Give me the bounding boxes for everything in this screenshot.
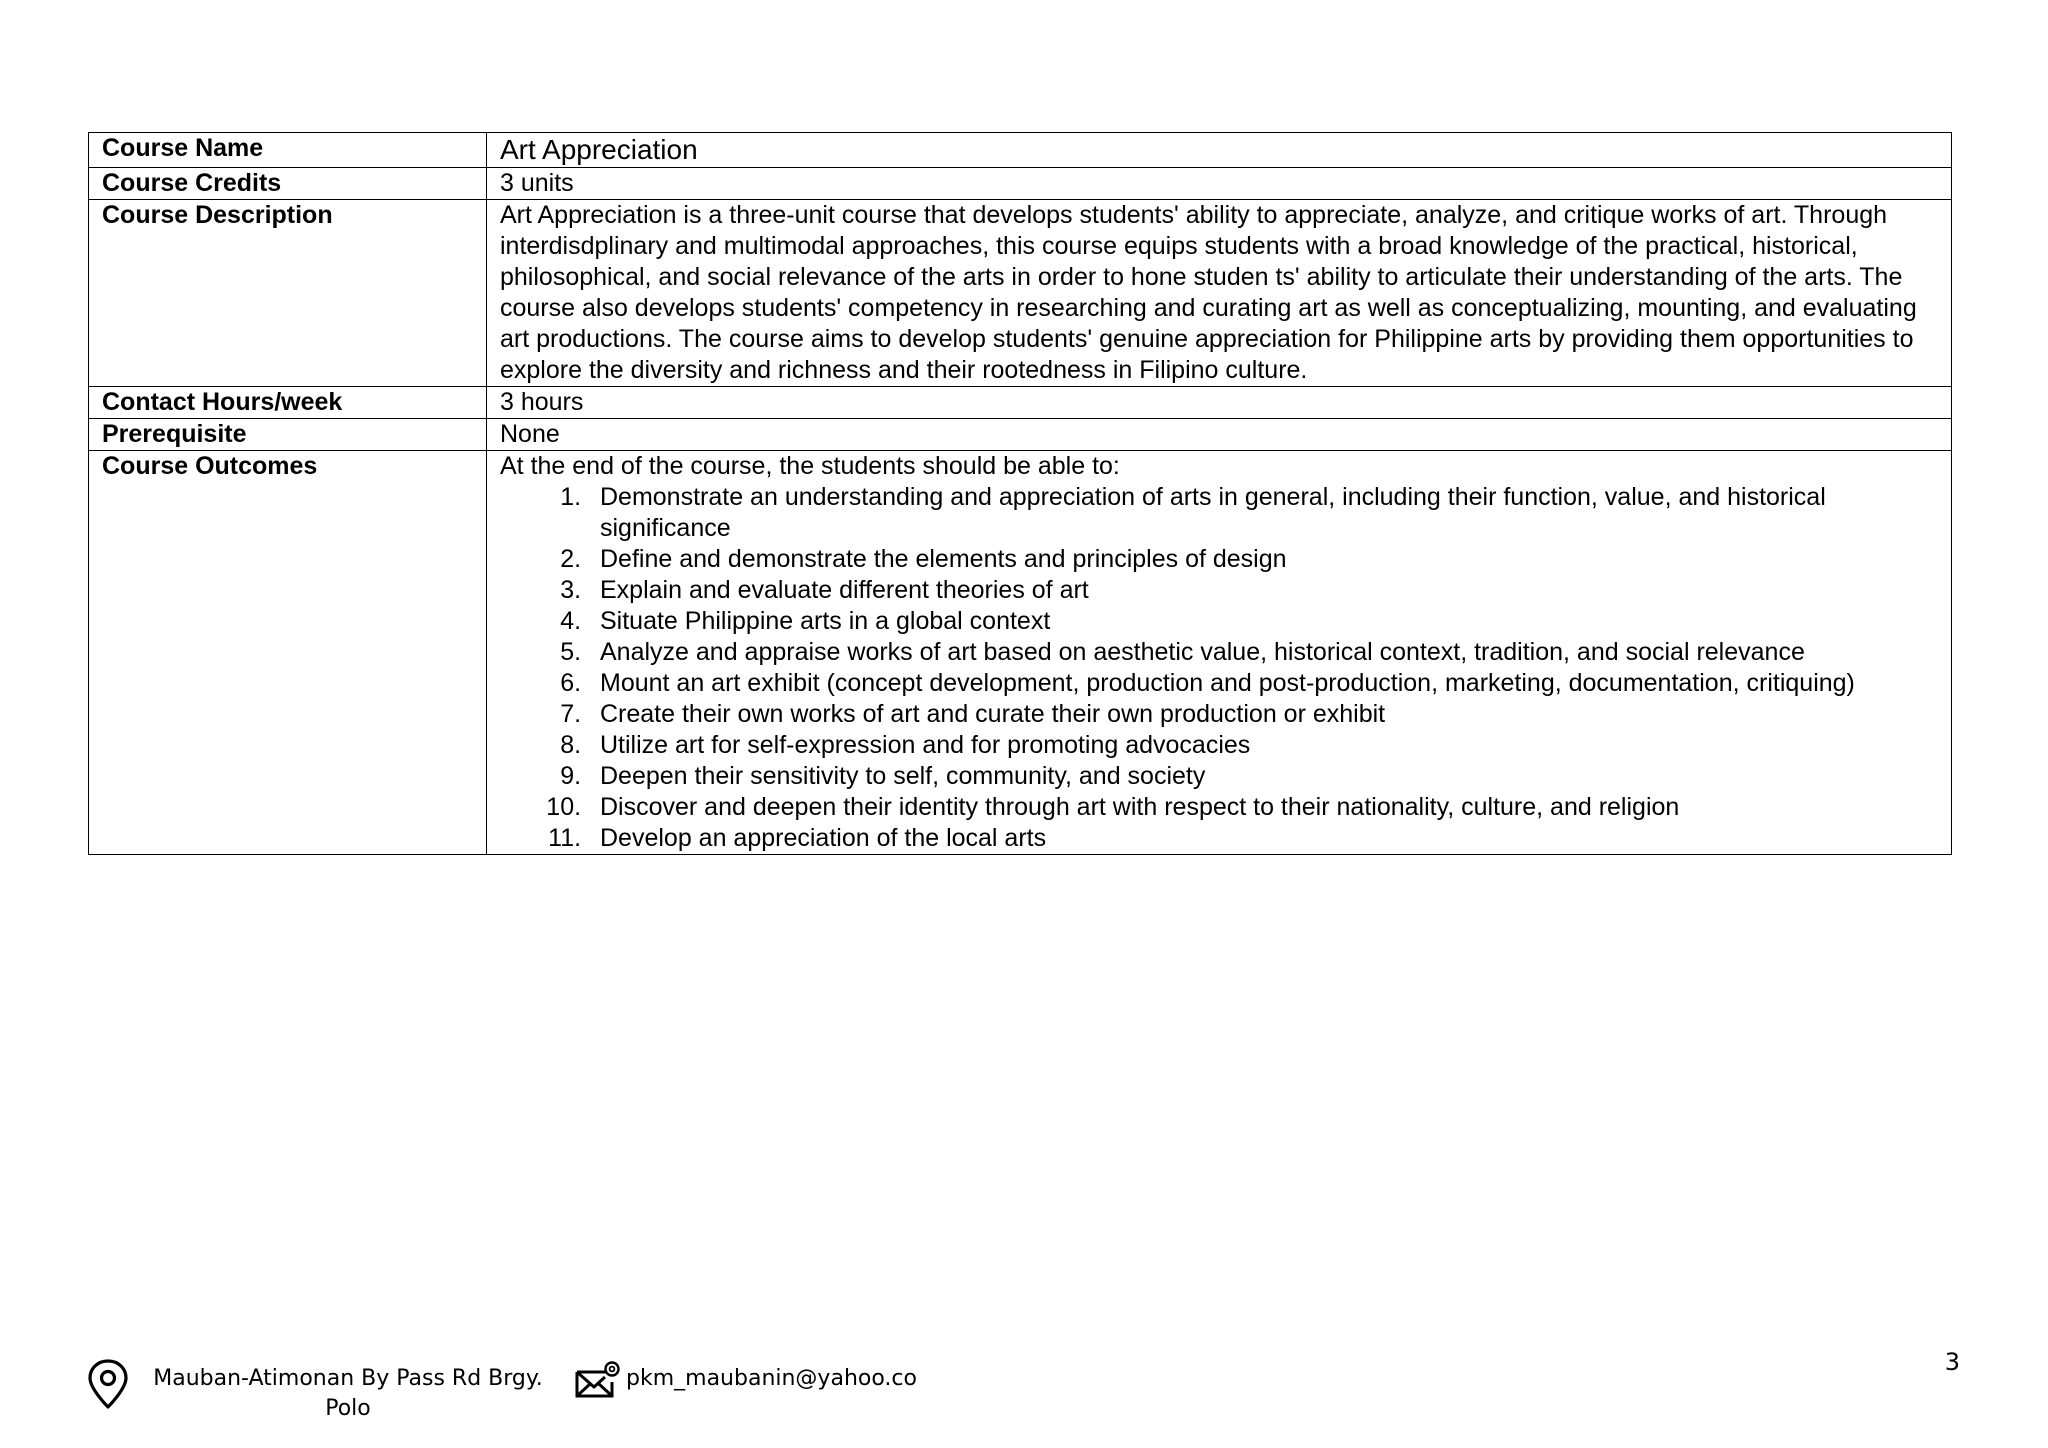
course-description-value: Art Appreciation is a three-unit course that develops students' ability to appreciate, analyze, and critique works of art. Through interdisdplinary and multimodal approaches, this course equips students with a broad knowledge of the practical, historical, philosophical, and social relevance of the arts in order to hone studen ts' ability to articulate their understanding of the arts. The course also develops students' competency in researching and curating art as well as conceptualizing, mounting, and evaluating art productions. The course aims to develop students' genuine appreciation for Philippine arts by providing them opportunities to explore the diversity and richness and their rootedness in Filipino culture. [487, 200, 1952, 387]
course-outcomes-cell [487, 451, 1952, 855]
outcomes-intro: At the end of the course, the students should be able to: [500, 452, 1120, 480]
course-description-label: Course Description [89, 200, 487, 387]
outcome-item: 4. Situate Philippine arts in a global context [588, 606, 1939, 637]
outcome-item: 1. Demonstrate an understanding and appreciation of arts in general, including their function, value, and historical significance [588, 482, 1939, 544]
outcome-item: 3. Explain and evaluate different theories of art [588, 575, 1939, 606]
outcomes-list [500, 482, 1939, 854]
prerequisite-label: Prerequisite [89, 419, 487, 451]
outcome-item: 9. Deepen their sensitivity to self, community, and society [588, 761, 1939, 792]
outcome-item: 11. Develop an appreciation of the local arts [588, 823, 1939, 854]
course-outcomes-row [89, 451, 1952, 855]
course-name-value: Art Appreciation [487, 133, 1952, 168]
mail-icon [574, 1360, 620, 1400]
course-name-label: Course Name [89, 133, 487, 168]
course-credits-row [89, 168, 1952, 200]
course-description-row [89, 200, 1952, 387]
outcome-item: 6. Mount an art exhibit (concept development, production and post-production, marketing, documentation, critiquing) [588, 668, 1939, 699]
outcome-item: 8. Utilize art for self-expression and for promoting advocacies [588, 730, 1939, 761]
footer-email[interactable]: pkm_maubanin@yahoo.co [626, 1366, 917, 1391]
outcome-item: 7. Create their own works of art and curate their own production or exhibit [588, 699, 1939, 730]
outcome-item: 10. Discover and deepen their identity through art with respect to their nationality, culture, and religion [588, 792, 1939, 823]
course-outcomes-label: Course Outcomes [89, 451, 487, 855]
course-name-row [89, 133, 1952, 168]
contact-hours-row [89, 387, 1952, 419]
prerequisite-value: None [487, 419, 1952, 451]
outcome-item: 2. Define and demonstrate the elements and principles of design [588, 544, 1939, 575]
prerequisite-row [89, 419, 1952, 451]
contact-hours-value: 3 hours [487, 387, 1952, 419]
outcome-item: 5. Analyze and appraise works of art based on aesthetic value, historical context, tradition, and social relevance [588, 637, 1939, 668]
course-credits-label: Course Credits [89, 168, 487, 200]
location-pin-icon [86, 1358, 130, 1410]
page-number: 3 [1944, 1348, 1960, 1376]
course-credits-value: 3 units [487, 168, 1952, 200]
course-info-table [88, 132, 1952, 855]
contact-hours-label: Contact Hours/week [89, 387, 487, 419]
footer-address: Mauban-Atimonan By Pass Rd Brgy. Polo [153, 1366, 543, 1421]
